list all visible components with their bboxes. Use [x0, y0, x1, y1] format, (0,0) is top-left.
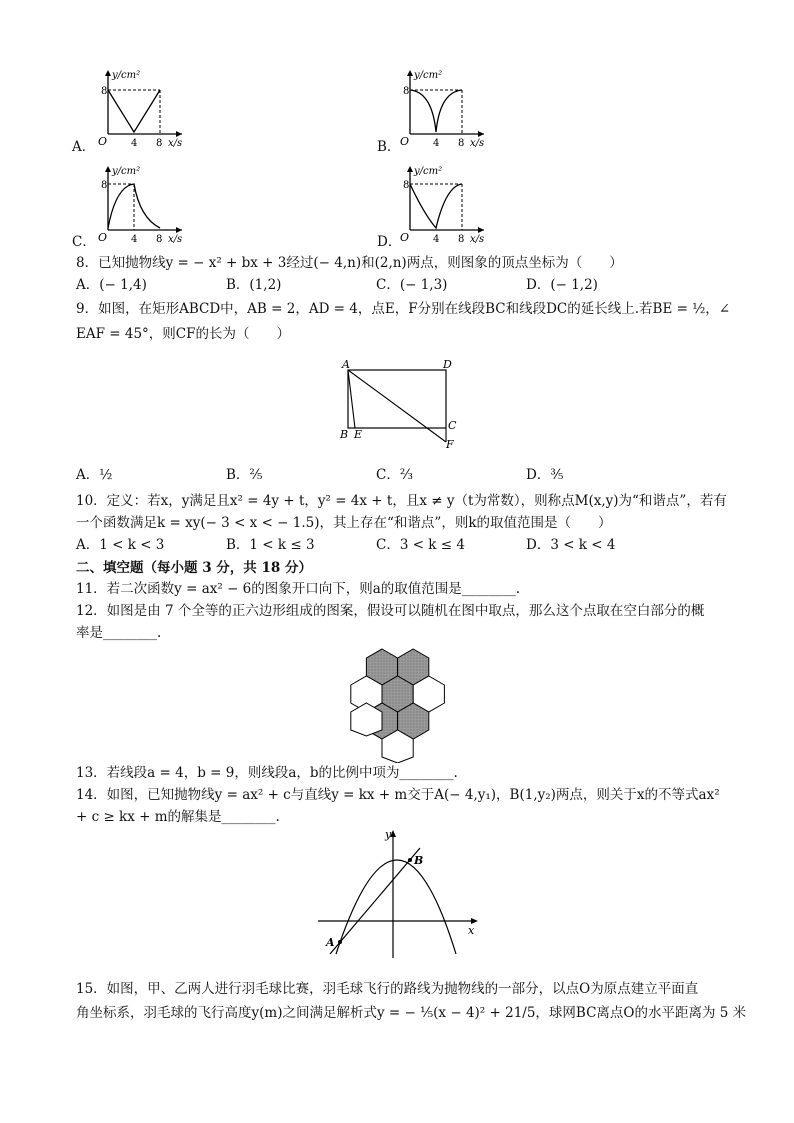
option-a-label: A． [72, 139, 96, 155]
q8-stem: 8．已知抛物线y = − x² + bx + 3经过(− 4,n)和(2,n)两点，则图象的顶点坐标为（ ） [76, 255, 623, 271]
q8-option-c: C．(− 1,3) [376, 277, 448, 293]
section-title: 二、填空题（每小题 3 分，共 18 分） [76, 560, 312, 576]
svg-text:4: 4 [433, 234, 440, 245]
svg-text:C: C [448, 419, 457, 432]
q14-line2: + c ≥ kx + m的解集是________. [76, 809, 280, 825]
svg-text:8: 8 [458, 138, 465, 149]
svg-text:x/s: x/s [470, 138, 485, 149]
svg-text:8: 8 [156, 234, 163, 245]
svg-text:O: O [98, 231, 108, 244]
q15-line2: 角坐标系，羽毛球的飞行高度y(m)之间满足解析式y = − ⅕(x − 4)² + 21/5，球网BC离点O的水平距离为 5 米 [76, 1005, 747, 1021]
svg-text:F: F [446, 438, 454, 450]
axis-y-label: y/cm² [112, 70, 141, 81]
q9-stem-line1: 9．如图，在矩形ABCD中，AB = 2，AD = 4，点E，F分别在线段BC和线段DC的延长线上.若BE = ½，∠ [76, 301, 731, 317]
q8-option-b: B．(1,2) [226, 277, 282, 293]
q15-line1: 15．如图，甲、乙两人进行羽毛球比赛，羽毛球飞行的路线为抛物线的一部分，以点O为原点建立平面直 [76, 981, 699, 997]
parabola-figure [316, 826, 486, 961]
option-c-label: C． [72, 234, 96, 250]
svg-text:8: 8 [101, 86, 108, 97]
rectangle-figure [336, 358, 466, 450]
q10-option-a: A．1 < k < 3 [76, 537, 165, 553]
q13-text: 13．若线段a = 4，b = 9，则线段a，b的比例中项为________. [76, 765, 458, 781]
q14-line1: 14．如图，已知抛物线y = ax² + c与直线y = kx + m交于A(− 4,y₁)，B(1,y₂)两点，则关于x的不等式ax² [76, 787, 720, 803]
q12-line1: 12．如图是由 7 个全等的正六边形组成的图案，假设可以随机在图中取点，那么这个点取在空白部分的概 [76, 603, 705, 619]
svg-text:D: D [443, 358, 452, 371]
q10-option-b: B．1 < k ≤ 3 [226, 537, 315, 553]
q11-text: 11．若二次函数y = ax² − 6的图象开口向下，则a的取值范围是________. [76, 581, 521, 597]
q10-option-d: D．3 < k < 4 [526, 537, 616, 553]
svg-text:4: 4 [131, 138, 138, 149]
q9-option-c: C．⅔ [376, 467, 413, 483]
axis-x-label: x/s [168, 138, 183, 149]
q10-option-c: C．3 < k ≤ 4 [376, 537, 465, 553]
svg-text:y/cm²: y/cm² [414, 70, 443, 81]
q12-line2: 率是________. [76, 625, 162, 641]
q9-option-d: D．⅗ [526, 467, 564, 483]
option-b-label: B． [377, 139, 401, 155]
svg-text:y: y [385, 828, 392, 841]
hexagon-figure [338, 645, 456, 763]
svg-text:B: B [340, 428, 349, 441]
svg-text:4: 4 [433, 138, 440, 149]
svg-text:A: A [326, 936, 335, 949]
q8-option-a: A．(− 1,4) [76, 277, 147, 293]
svg-text:E: E [354, 428, 363, 441]
q10-stem-line2: 一个函数满足k = xy(− 3 < x < − 1.5)，其上存在“和谐点”，则k的取值范围是（ ） [76, 515, 612, 531]
svg-text:O: O [98, 135, 108, 148]
svg-text:8: 8 [101, 180, 108, 191]
option-d-label: D． [377, 234, 402, 250]
svg-text:8: 8 [403, 180, 410, 191]
svg-text:x/s: x/s [470, 234, 485, 245]
svg-text:8: 8 [458, 234, 465, 245]
q9-option-b: B．⅖ [226, 467, 263, 483]
svg-text:O: O [400, 231, 410, 244]
svg-text:O: O [400, 135, 410, 148]
svg-text:y/cm²: y/cm² [112, 166, 141, 177]
svg-text:y/cm²: y/cm² [414, 166, 443, 177]
svg-text:x: x [468, 924, 475, 937]
q10-stem-line1: 10．定义：若x，y满足且x² = 4y + t，y² = 4x + t，且x ≠ y（t为常数），则称点M(x,y)为“和谐点”，若有 [76, 493, 727, 509]
q8-option-d: D．(− 1,2) [526, 277, 598, 293]
q9-stem-line2: EAF = 45°，则CF的长为（ ） [76, 326, 290, 342]
svg-text:B: B [414, 854, 424, 867]
svg-text:8: 8 [156, 138, 163, 149]
q9-option-a: A．½ [76, 467, 113, 483]
svg-text:A: A [342, 358, 350, 371]
svg-text:8: 8 [403, 86, 410, 97]
svg-text:x/s: x/s [168, 234, 183, 245]
svg-text:4: 4 [131, 234, 138, 245]
